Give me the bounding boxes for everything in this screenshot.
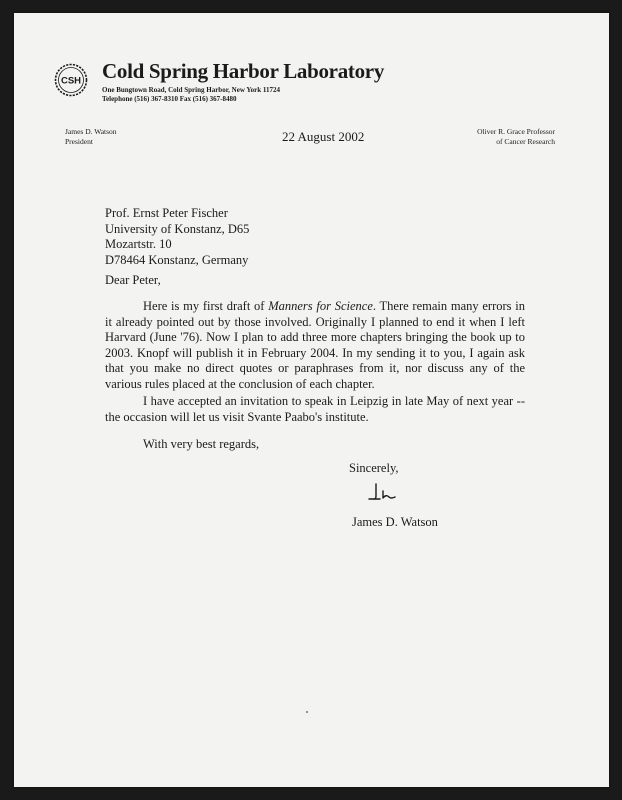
recipient-address <box>105 206 249 268</box>
organization-name: Cold Spring Harbor Laboratory <box>102 59 385 83</box>
salutation: Dear Peter, <box>105 273 161 287</box>
body-paragraph-1 <box>105 299 525 392</box>
chair-line-1: Oliver R. Grace Professor <box>477 127 555 136</box>
closing-line: With very best regards, <box>143 437 260 451</box>
sender-title: President <box>65 137 93 146</box>
valediction: Sincerely, <box>349 461 399 475</box>
csh-seal-logo <box>54 63 88 97</box>
recipient-city: D78464 Konstanz, Germany <box>105 252 249 267</box>
seal-text: CSH <box>60 75 82 87</box>
letter-page <box>14 13 609 787</box>
signer-name: James D. Watson <box>352 515 438 529</box>
organization-phone: Telephone (516) 367-8310 Fax (516) 367-8480 <box>102 95 237 103</box>
book-title: Manners for Science <box>268 299 373 313</box>
chair-line-2: of Cancer Research <box>496 137 555 146</box>
letter-date: 22 August 2002 <box>282 129 365 144</box>
paper-speck <box>306 711 308 713</box>
sender-name: James D. Watson <box>65 127 117 136</box>
body-paragraph-2 <box>105 394 525 425</box>
para2-text: I have accepted an invitation to speak in Leipzig in late May of next year -- the occasion will let us visit Svante Paabo's institute. <box>105 394 525 424</box>
sender-block <box>65 127 117 147</box>
para1-body-text: . There remain many errors in it already pointed out by those involved. Originally I planned to end it when I left Harvard (June '76). Now I plan to add three more chapters bringing the book up to 2003. Knopf will publish it in February 2004. In my sending it to you, I again ask that you make no direct quotes or paraphrases from it, nor discuss any of the various rules placed at the conclusion of each chapter. <box>105 299 525 391</box>
handwritten-signature <box>367 481 401 505</box>
recipient-name: Prof. Ernst Peter Fischer <box>105 206 228 220</box>
organization-address: One Bungtown Road, Cold Spring Harbor, New York 11724 <box>102 86 281 94</box>
chair-title-block <box>477 127 555 147</box>
recipient-institution: University of Konstanz, D65 <box>105 221 250 236</box>
para1-lead-text: Here is my first draft of <box>143 299 269 313</box>
recipient-street: Mozartstr. 10 <box>105 237 172 251</box>
